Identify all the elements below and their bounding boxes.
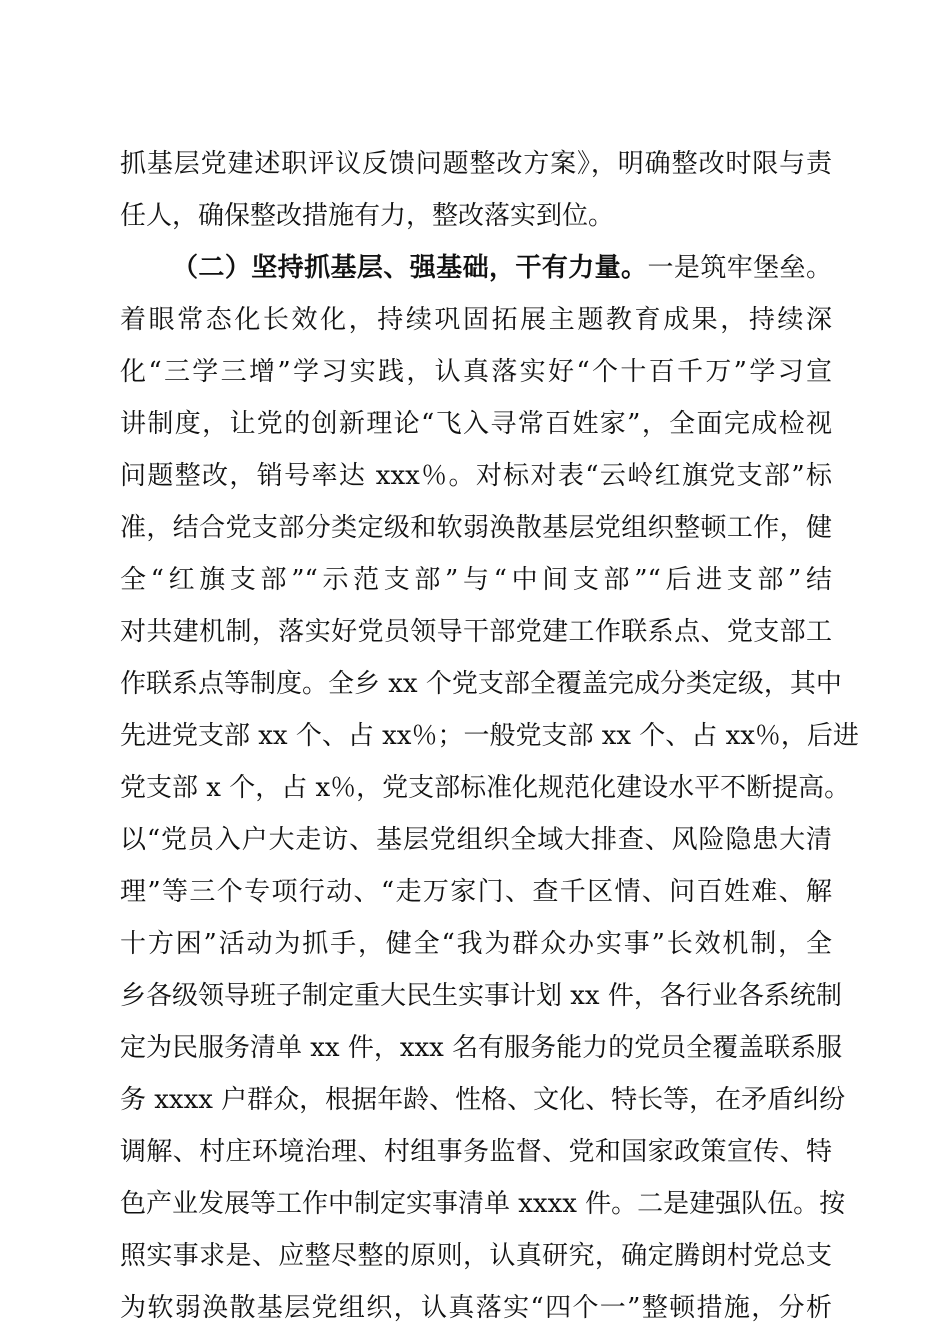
text-line-7: 问题整改，销号率达 xxx％。对标对表“云岭红旗党支部”标 (120, 461, 832, 491)
text-line-6: 讲制度，让党的创新理论“飞入寻常百姓家”，全面完成检视 (120, 409, 832, 439)
document-page (120, 138, 859, 1334)
text-line-9: 全“红旗支部”“示范支部”与“中间支部”“后进支部”结 (120, 565, 832, 595)
section-heading: （二）坚持抓基层、强基础，干有力量。 (172, 253, 648, 283)
text-line-15: 理”等三个专项行动、“走万家门、查千区情、问百姓难、解 (120, 877, 832, 907)
text-line-1: 抓基层党建述职评议反馈问题整改方案》，明确整改时限与责 (120, 149, 832, 179)
text-line-17: 乡各级领导班子制定重大民生实事计划 xx 件，各行业各系统制 (120, 981, 842, 1011)
text-line-12: 先进党支部 xx 个、占 xx％；一般党支部 xx 个、占 xx％，后进 (120, 721, 859, 751)
text-line-14: 以“党员入户大走访、基层党组织全域大排查、风险隐患大清 (120, 825, 832, 855)
text-line-2: 任人，确保整改措施有力，整改落实到位。 (120, 201, 615, 231)
section-heading-continuation: 一是筑牢堡垒。 (647, 253, 832, 283)
text-line-22: 照实事求是、应整尽整的原则，认真研究，确定腾朗村党总支 (120, 1241, 832, 1271)
text-line-20: 调解、村庄环境治理、村组事务监督、党和国家政策宣传、特 (120, 1137, 832, 1167)
text-line-11: 作联系点等制度。全乡 xx 个党支部全覆盖完成分类定级，其中 (120, 669, 842, 699)
text-line-19: 务 xxxx 户群众，根据年龄、性格、文化、特长等，在矛盾纠纷 (120, 1085, 846, 1115)
text-line-18: 定为民服务清单 xx 件，xxx 名有服务能力的党员全覆盖联系服 (120, 1033, 843, 1063)
text-line-5: 化“三学三增”学习实践，认真落实好“个十百千万”学习宣 (120, 357, 832, 387)
section-heading-line (120, 242, 832, 294)
text-line-23: 为软弱涣散基层党组织，认真落实“四个一”整顿措施，分析 (120, 1293, 832, 1323)
text-line-10: 对共建机制，落实好党员领导干部党建工作联系点、党支部工 (120, 617, 832, 647)
text-line-21: 色产业发展等工作中制定实事清单 xxxx 件。二是建强队伍。按 (120, 1189, 846, 1219)
text-line-8: 准，结合党支部分类定级和软弱涣散基层党组织整顿工作，健 (120, 513, 832, 543)
text-line-4: 着眼常态化长效化，持续巩固拓展主题教育成果，持续深 (120, 305, 832, 335)
text-line-13: 党支部 x 个，占 x％，党支部标准化规范化建设水平不断提高。 (120, 773, 851, 803)
text-line-16: 十方困”活动为抓手，健全“我为群众办实事”长效机制，全 (120, 929, 832, 959)
